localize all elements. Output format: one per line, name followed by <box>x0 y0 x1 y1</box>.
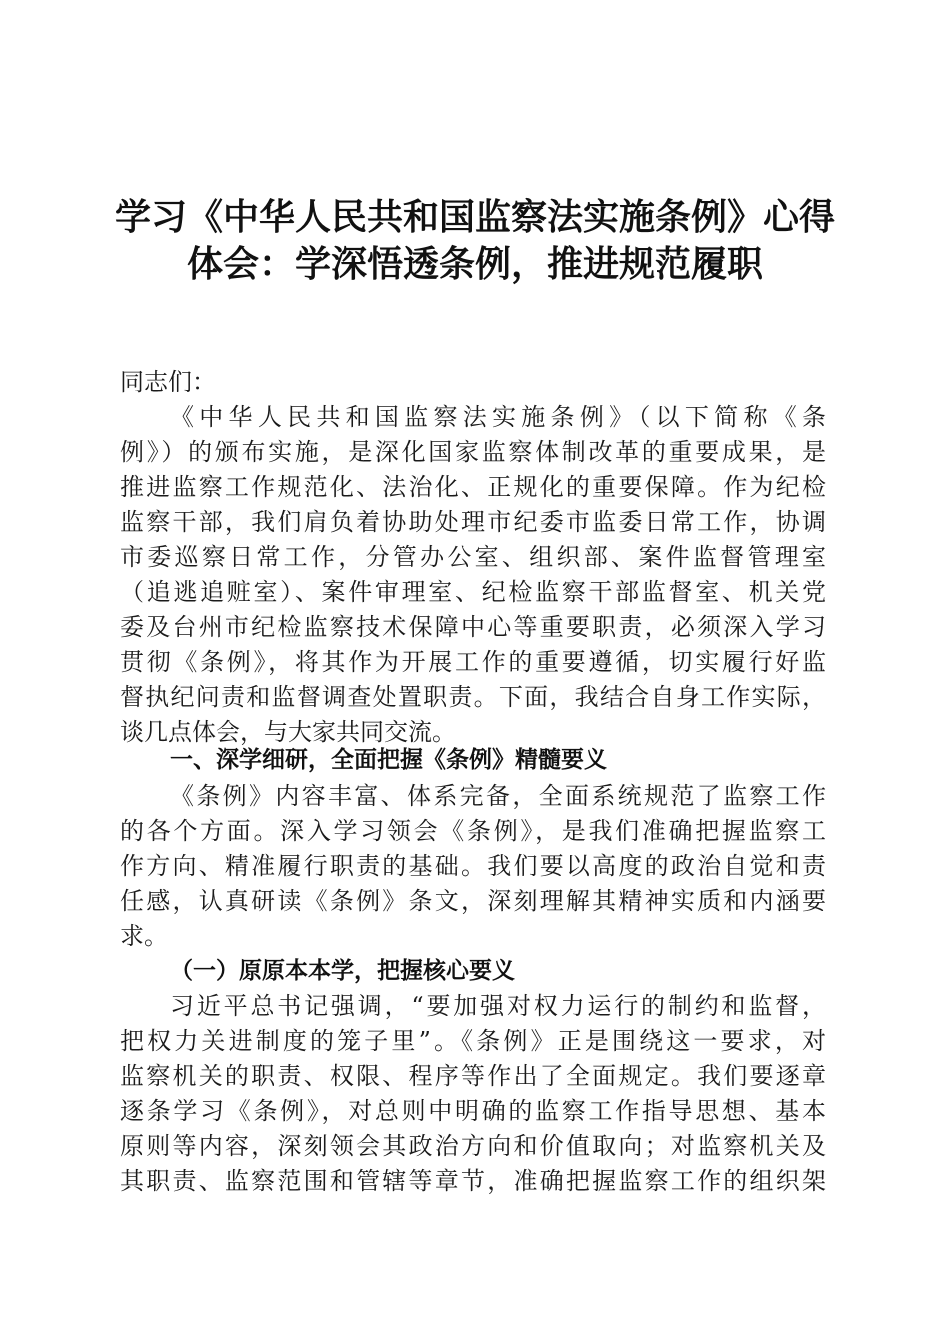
paragraph-line: 逐条学习《条例》，对总则中明确的监察工作指导思想、基本 <box>120 1097 826 1125</box>
document-title-line-1: 学习《中华人民共和国监察法实施条例》心得 <box>114 197 835 238</box>
paragraph-line: 作方向、精准履行职责的基础。我们要以高度的政治自觉和责 <box>120 852 826 880</box>
paragraph-line: 《条例》内容丰富、体系完备，全面系统规范了监察工作 <box>170 782 826 810</box>
salutation: 同志们： <box>120 368 216 396</box>
paragraph-line: 任感，认真研读《条例》条文，深刻理解其精神实质和内涵要 <box>120 887 826 915</box>
paragraph-line: （追逃追赃室）、案件审理室、纪检监察干部监督室、机关党 <box>120 578 826 606</box>
paragraph-line: 求。 <box>120 922 168 950</box>
paragraph-line: 例》）的颁布实施，是深化国家监察体制改革的重要成果，是 <box>120 438 826 466</box>
paragraph-line: 监察机关的职责、权限、程序等作出了全面规定。我们要逐章 <box>120 1062 826 1090</box>
paragraph-line: 督执纪问责和监督调查处置职责。下面，我结合自身工作实际， <box>120 683 826 711</box>
paragraph-line: 推进监察工作规范化、法治化、正规化的重要保障。作为纪检 <box>120 473 826 501</box>
section-heading: 一、深学细研，全面把握《条例》精髓要义 <box>170 747 607 773</box>
document-title-line-2: 体会：学深悟透条例，推进规范履职 <box>186 244 763 285</box>
paragraph-line: 市委巡察日常工作，分管办公室、组织部、案件监督管理室 <box>120 543 826 571</box>
paragraph-line: 谈几点体会，与大家共同交流。 <box>120 718 456 746</box>
paragraph-line: 其职责、监察范围和管辖等章节，准确把握监察工作的组织架 <box>120 1167 826 1195</box>
paragraph-line: 贯彻《条例》，将其作为开展工作的重要遵循，切实履行好监 <box>120 648 826 676</box>
paragraph-line: 原则等内容，深刻领会其政治方向和价值取向；对监察机关及 <box>120 1132 826 1160</box>
paragraph-line: 监察干部，我们肩负着协助处理市纪委市监委日常工作，协调 <box>120 508 826 536</box>
paragraph-line: 委及台州市纪检监察技术保障中心等重要职责，必须深入学习 <box>120 613 826 641</box>
paragraph-line: 《中华人民共和国监察法实施条例》（以下简称《条 <box>170 403 826 431</box>
paragraph-line: 习近平总书记强调，“要加强对权力运行的制约和监督， <box>170 992 826 1020</box>
paragraph-line: 把权力关进制度的笼子里”。《条例》正是围绕这一要求，对 <box>120 1027 826 1055</box>
paragraph-line: 的各个方面。深入学习领会《条例》，是我们准确把握监察工 <box>120 817 826 845</box>
subsection-heading: （一）原原本本学，把握核心要义 <box>170 957 515 984</box>
